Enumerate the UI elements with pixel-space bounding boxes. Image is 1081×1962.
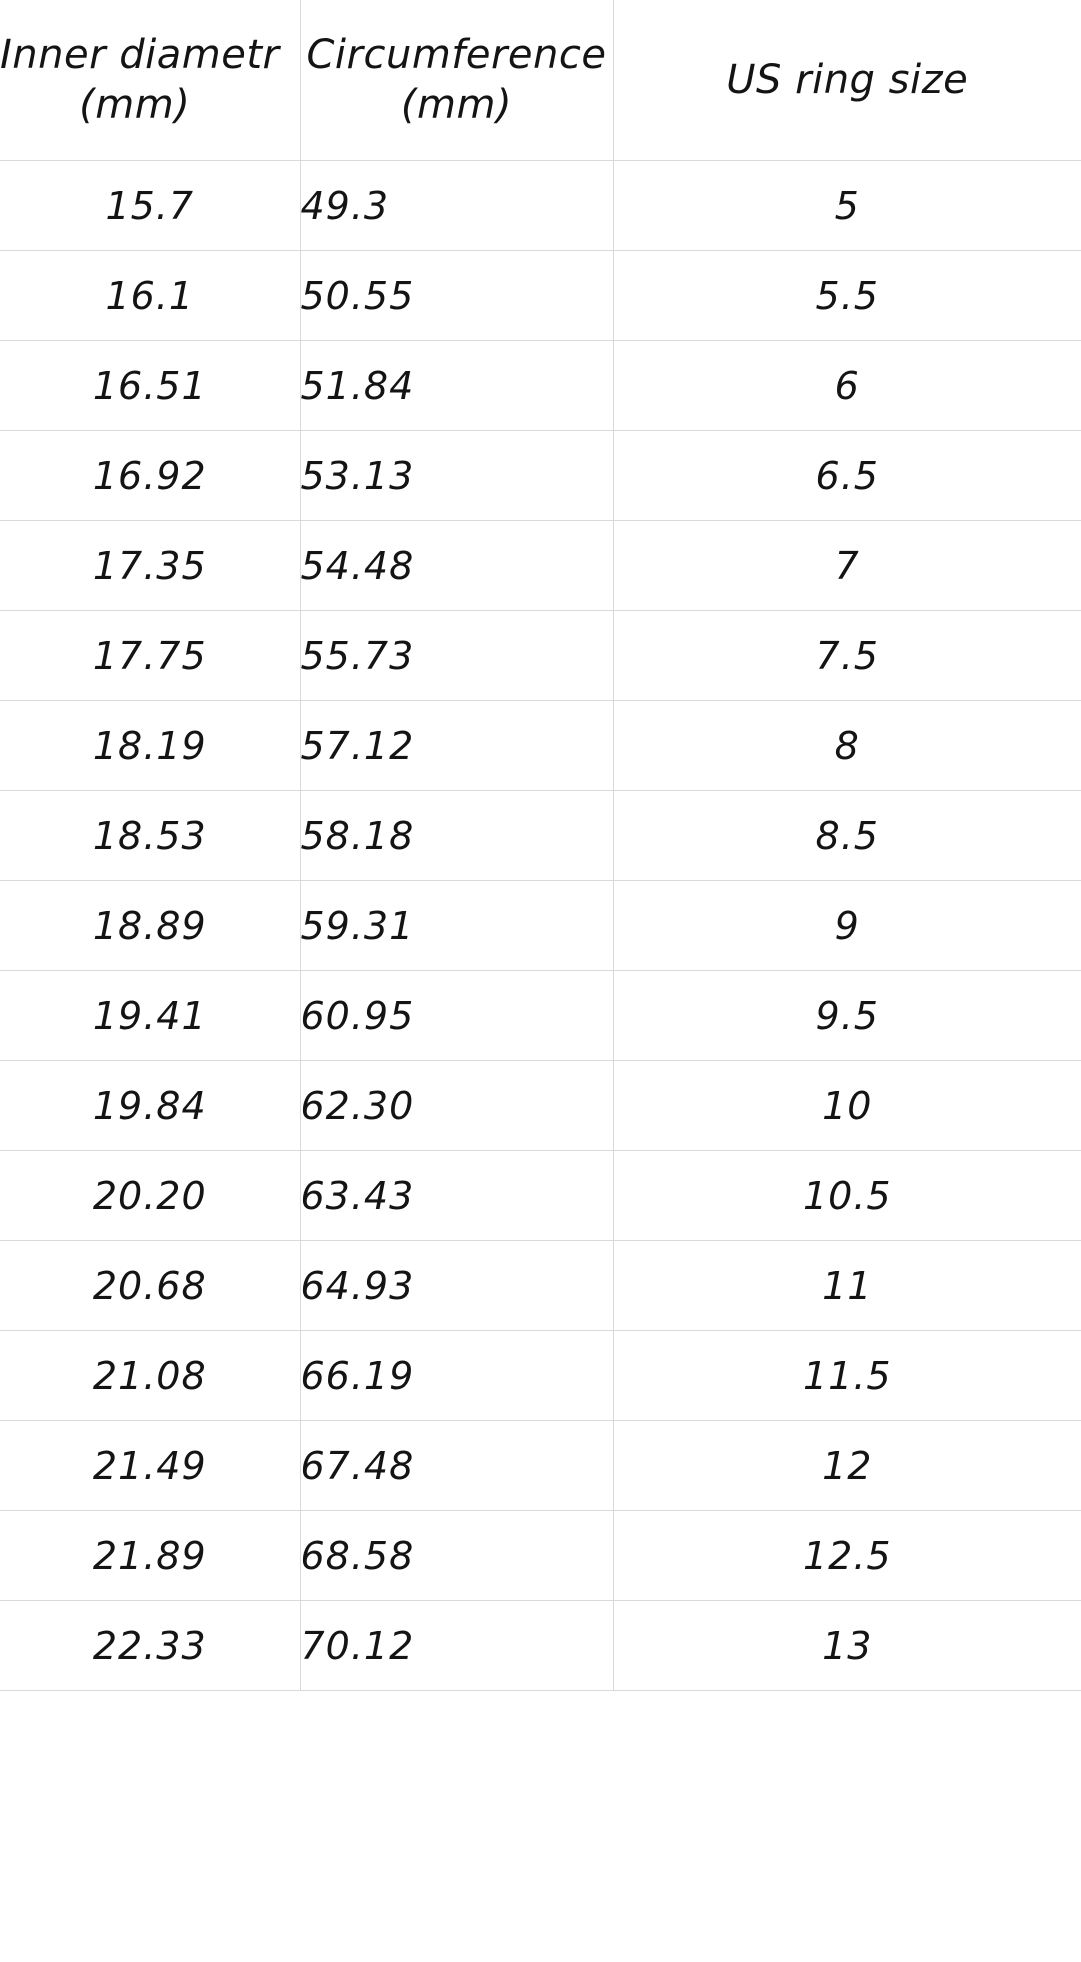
column-header-inner-diameter-line2: (mm) [79,82,191,128]
cell-inner-diameter: 22.33 [0,1601,300,1691]
cell-inner-diameter: 15.7 [0,161,300,251]
cell-circumference: 58.18 [300,791,613,881]
cell-us-ring-size: 5 [613,161,1081,251]
table-body [0,161,1081,1691]
cell-circumference: 62.30 [300,1061,613,1151]
cell-circumference: 50.55 [300,251,613,341]
table-row [0,971,1081,1061]
column-header-circumference-line2: (mm) [400,82,513,128]
cell-circumference: 57.12 [300,701,613,791]
cell-us-ring-size: 8 [613,701,1081,791]
cell-circumference: 64.93 [300,1241,613,1331]
table-row [0,251,1081,341]
cell-inner-diameter: 20.20 [0,1151,300,1241]
cell-circumference: 68.58 [300,1511,613,1601]
table-row [0,1421,1081,1511]
cell-inner-diameter: 21.89 [0,1511,300,1601]
cell-circumference: 63.43 [300,1151,613,1241]
header-row [0,0,1081,161]
table-row [0,1241,1081,1331]
cell-us-ring-size: 11 [613,1241,1081,1331]
cell-circumference: 66.19 [300,1331,613,1421]
cell-circumference: 59.31 [300,881,613,971]
cell-inner-diameter: 19.84 [0,1061,300,1151]
cell-circumference: 60.95 [300,971,613,1061]
table-row [0,1511,1081,1601]
cell-us-ring-size: 9 [613,881,1081,971]
cell-inner-diameter: 21.49 [0,1421,300,1511]
cell-circumference: 67.48 [300,1421,613,1511]
table-row [0,521,1081,611]
cell-inner-diameter: 17.75 [0,611,300,701]
table-row [0,1151,1081,1241]
cell-inner-diameter: 18.89 [0,881,300,971]
cell-circumference: 55.73 [300,611,613,701]
cell-circumference: 54.48 [300,521,613,611]
cell-inner-diameter: 18.19 [0,701,300,791]
cell-us-ring-size: 8.5 [613,791,1081,881]
cell-inner-diameter: 21.08 [0,1331,300,1421]
column-header-circumference-line1: Circumference [306,32,607,78]
cell-inner-diameter: 20.68 [0,1241,300,1331]
cell-circumference: 70.12 [300,1601,613,1691]
cell-us-ring-size: 12 [613,1421,1081,1511]
table-row [0,1061,1081,1151]
column-header-inner-diameter-line1: Inner diametr [0,32,280,78]
cell-circumference: 53.13 [300,431,613,521]
cell-us-ring-size: 7 [613,521,1081,611]
cell-circumference: 51.84 [300,341,613,431]
column-header-us-ring-size: US ring size [613,0,1081,161]
cell-us-ring-size: 11.5 [613,1331,1081,1421]
table-row [0,431,1081,521]
table-row [0,161,1081,251]
table-row [0,611,1081,701]
table-row [0,341,1081,431]
cell-us-ring-size: 6 [613,341,1081,431]
table-row [0,701,1081,791]
column-header-circumference [300,0,613,161]
cell-inner-diameter: 16.51 [0,341,300,431]
table-row [0,791,1081,881]
table-row [0,1601,1081,1691]
cell-us-ring-size: 9.5 [613,971,1081,1061]
column-header-inner-diameter [0,0,300,161]
cell-us-ring-size: 6.5 [613,431,1081,521]
cell-inner-diameter: 18.53 [0,791,300,881]
table-header [0,0,1081,161]
cell-us-ring-size: 10.5 [613,1151,1081,1241]
cell-us-ring-size: 7.5 [613,611,1081,701]
cell-us-ring-size: 5.5 [613,251,1081,341]
cell-inner-diameter: 16.1 [0,251,300,341]
table-row [0,1331,1081,1421]
table-row [0,881,1081,971]
cell-us-ring-size: 13 [613,1601,1081,1691]
cell-us-ring-size: 10 [613,1061,1081,1151]
cell-inner-diameter: 17.35 [0,521,300,611]
cell-inner-diameter: 16.92 [0,431,300,521]
cell-us-ring-size: 12.5 [613,1511,1081,1601]
cell-circumference: 49.3 [300,161,613,251]
cell-inner-diameter: 19.41 [0,971,300,1061]
